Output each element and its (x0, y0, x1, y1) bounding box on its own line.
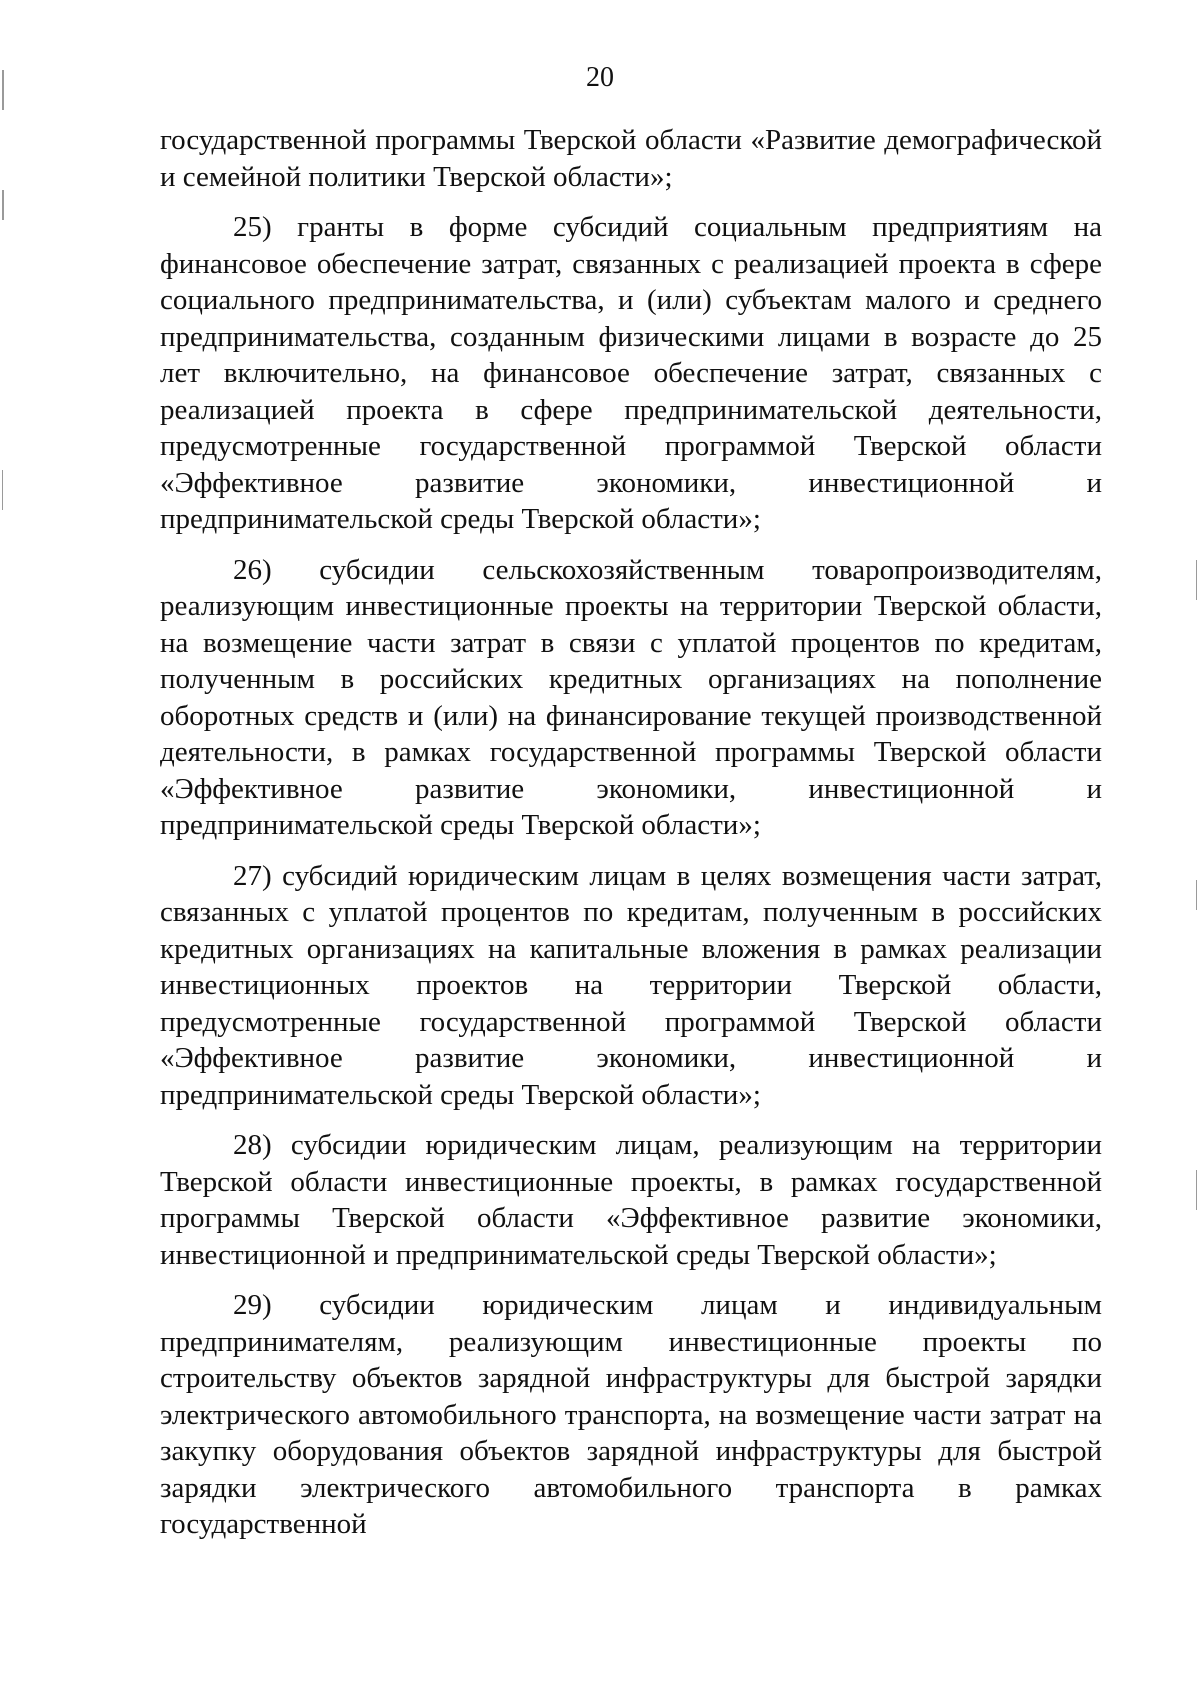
scan-edge-mark (1196, 560, 1197, 600)
scan-edge-mark (2, 470, 3, 510)
list-item-27: 27) субсидий юридическим лицам в целях возмещения части затрат, связанных с уплатой процентов по кредитам, полученным в российских кредитных организациях на капитальные вложения в рамках реализации инвестиционных проектов на территории Тверской области, предусмотренные государственной программой Тверской области «Эффективное развитие экономики, инвестиционной и предпринимательской среды Тверской области»; (160, 859, 1102, 1111)
list-item-25: 25) гранты в форме субсидий социальным предприятиям на финансовое обеспечение затрат, связанных с реализацией проекта в сфере социального предпринимательства, и (или) субъектам малого и среднего предпринимательства, созданным физическими лицами в возрасте до 25 лет включительно, на финансовое обеспечение затрат, связанных с реализацией проекта в сфере предпринимательской деятельности, предусмотренные государственной программой Тверской области «Эффективное развитие экономики, инвестиционной и предпринимательской среды Тверской области»; (160, 211, 1102, 535)
document-body (160, 122, 1102, 1557)
list-item-28: 28) субсидии юридическим лицам, реализующим на территории Тверской области инвестиционные проекты, в рамках государственной программы Тверской области «Эффективное развитие экономики, инвестиционной и предпринимательской среды Тверской области»; (160, 1129, 1102, 1271)
scan-edge-mark (1196, 1170, 1197, 1210)
list-item-26: 26) субсидии сельскохозяйственным товаропроизводителям, реализующим инвестиционные проекты на территории Тверской области, на возмещение части затрат в связи с уплатой процентов по кредитам, полученным в российских кредитных организациях на пополнение оборотных средств и (или) на финансирование текущей производственной деятельности, в рамках государственной программы Тверской области «Эффективное развитие экономики, инвестиционной и предпринимательской среды Тверской области»; (160, 553, 1102, 841)
list-item-29: 29) субсидии юридическим лицам и индивидуальным предпринимателям, реализующим инвестиционные проекты по строительству объектов зарядной инфраструктуры для быстрой зарядки электрического автомобильного транспорта, на возмещение части затрат на закупку оборудования объектов зарядной инфраструктуры для быстрой зарядки электрического автомобильного транспорта в рамках государственной (160, 1289, 1102, 1540)
scan-edge-mark (2, 190, 4, 220)
scan-edge-mark (1196, 880, 1197, 910)
page-number: 20 (586, 62, 614, 93)
paragraph-continuation: государственной программы Тверской области «Развитие демографической и семейной политики Тверской области»; (160, 124, 1102, 193)
